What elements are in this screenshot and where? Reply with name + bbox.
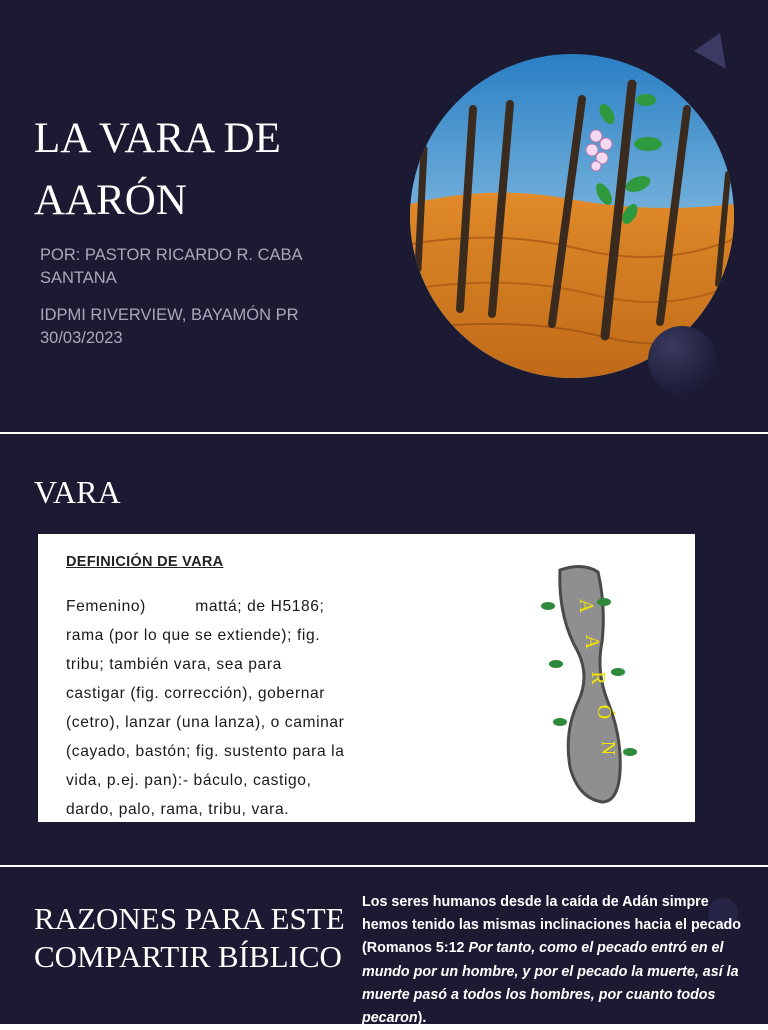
definition-line: castigar (fig. corrección), gobernar: [66, 685, 326, 702]
vara-title: VARA: [34, 474, 121, 510]
definition-line: vida, p.ej. pan):- báculo, castigo,: [66, 772, 312, 789]
definition-line: rama (por lo que se extiende); fig.: [66, 627, 321, 644]
reasons-title-line-1: RAZONES PARA ESTE: [34, 901, 345, 936]
reasons-title-line-2: COMPARTIR BÍBLICO: [34, 939, 342, 974]
reasons-text-end: ).: [417, 1010, 427, 1027]
definition-card: [38, 534, 695, 822]
definition-line: (cayado, bastón; fig. sustento para la: [66, 743, 345, 760]
reasons-title: [34, 900, 364, 976]
rod-letter: Ó: [593, 704, 615, 720]
church-date-block: [40, 304, 340, 350]
reasons-text: [362, 891, 758, 1030]
date-text: 30/03/2023: [40, 329, 123, 347]
title-line-1: LA VARA DE: [34, 115, 281, 162]
author-text: POR: PASTOR RICARDO R. CABA SANTANA: [40, 246, 302, 287]
definition-line: Femenino) mattá; de H5186;: [66, 598, 325, 615]
church-text: IDPMI RIVERVIEW, BAYAMÓN PR: [40, 306, 299, 324]
reasons-text-plain: Los seres humanos desde la caída de Adán simpre hemos tenido las mismas inclinaciones hacia el pecado (Romanos 5:12: [362, 894, 742, 957]
slide-title: [34, 108, 364, 232]
definition-line: dardo, palo, rama, tribu, vara.: [66, 801, 290, 818]
title-slide: [0, 0, 768, 432]
title-line-2: AARÓN: [34, 177, 187, 224]
definition-line: tribu; también vara, sea para: [66, 656, 282, 673]
definition-line: (cetro), lanzar (una lanza), o caminar: [66, 714, 345, 731]
rod-letter: A: [581, 634, 603, 650]
rod-letter: A: [575, 598, 597, 614]
sphere-decoration: [648, 326, 716, 394]
rod-letter: R: [587, 671, 609, 685]
rod-letter: N: [597, 740, 619, 756]
definition-heading: DEFINICIÓN DE VARA: [66, 554, 224, 570]
definition-text: [66, 592, 486, 824]
triangle-decoration: [690, 31, 730, 71]
reasons-text-quote: Por tanto, como el pecado entró en el mundo por un hombre, y por el pecado la muerte, así la muerte pasó a todos los hombres, por cuanto todos pecaron: [362, 940, 739, 1027]
aaron-rod-image: [538, 562, 668, 812]
